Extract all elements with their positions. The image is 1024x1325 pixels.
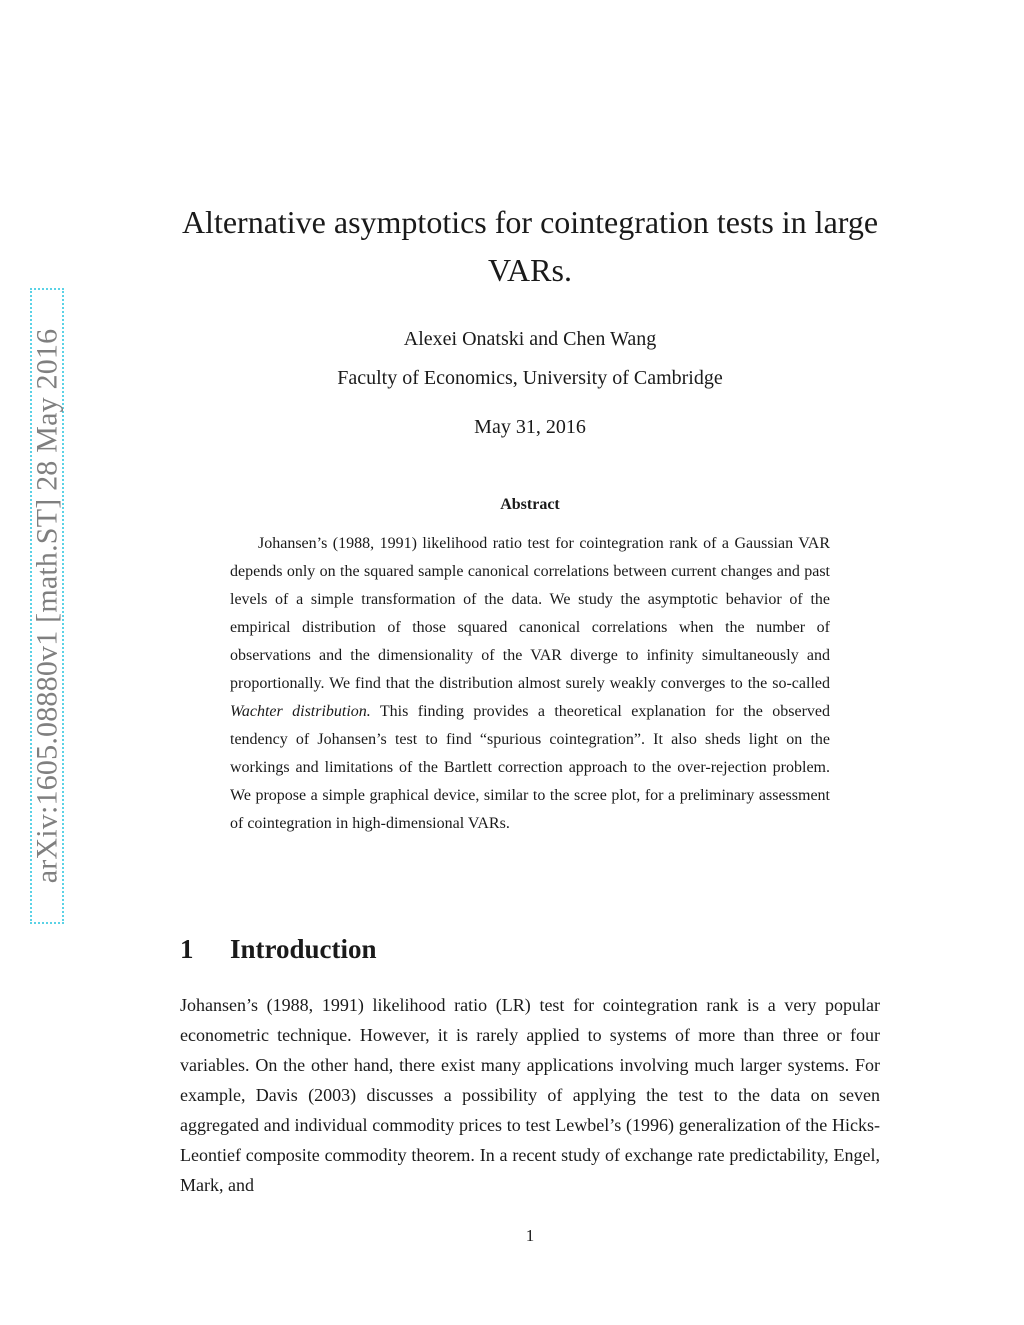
section-heading bbox=[180, 934, 377, 965]
section-number: 1 bbox=[180, 934, 194, 964]
page-number: 1 bbox=[525, 1226, 535, 1245]
paper-title: Alternative asymptotics for cointegration tests in large VARs. bbox=[181, 204, 879, 288]
introduction-body bbox=[180, 990, 880, 1200]
abstract-body bbox=[230, 530, 830, 838]
section-title: Introduction bbox=[230, 934, 377, 964]
abstract-paragraph bbox=[230, 530, 830, 838]
abstract-text-part-1: Johansen’s (1988, 1991) likelihood ratio test for cointegration rank of a Gaussian VAR depends only on the squared sample canonical correlations between current changes and past levels of a simple transformation of the data. We study the asymptotic behavior of the empirical distribution of those squared canonical correlations when the number of observations and the dimensionality of the VAR diverge to infinity simultaneously and proportionally. We find that the distribution almost surely weakly converges to the so-called bbox=[230, 535, 830, 692]
paper-authors: Alexei Onatski and Chen Wang bbox=[403, 328, 657, 350]
paper-affiliation: Faculty of Economics, University of Cambridge bbox=[337, 367, 723, 389]
abstract-emphasis: Wachter distribution. bbox=[230, 703, 371, 720]
abstract-text-part-2: This finding provides a theoretical explanation for the observed tendency of Johansen’s test to find “spurious cointegration”. It also sheds light on the workings and limitations of the Bartlett correction approach to the over-rejection problem. We propose a simple graphical device, similar to the scree plot, for a preliminary assessment of cointegration in high-dimensional VARs. bbox=[230, 703, 830, 832]
paper-date: May 31, 2016 bbox=[474, 416, 586, 438]
introduction-paragraph: Johansen’s (1988, 1991) likelihood ratio (LR) test for cointegration rank is a very popular econometric technique. However, it is rarely applied to systems of more than three or four variables. On the other hand, there exist many applications involving much larger systems. For example, Davis (2003) discusses a possibility of applying the test to the data on seven aggregated and individual commodity prices to test Lewbel’s (1996) generalization of the Hicks-Leontief composite commodity theorem. In a recent study of exchange rate predictability, Engel, Mark, and bbox=[180, 995, 880, 1195]
abstract-heading: Abstract bbox=[500, 496, 560, 513]
arxiv-id: arXiv:1605.08880v1 [math.ST] 28 May 2016 bbox=[30, 328, 64, 884]
arxiv-stamp[interactable] bbox=[30, 288, 64, 924]
